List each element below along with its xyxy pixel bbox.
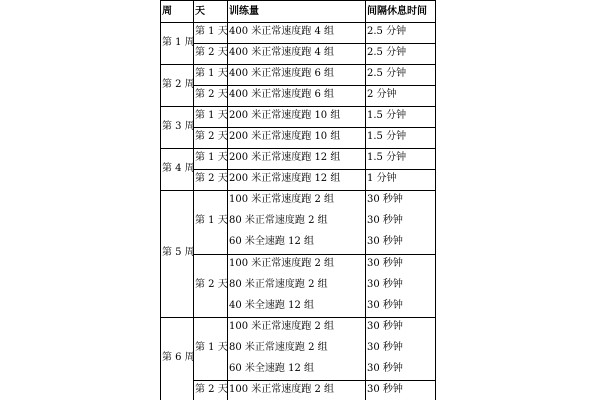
training-cell: 80 米正常速度跑 2 组	[229, 279, 328, 290]
day-label: 第 1 天	[195, 342, 228, 353]
rest-cell: 30 秒钟	[367, 279, 403, 290]
training-cell: 200 米正常速度跑 12 组	[229, 173, 341, 184]
rest-cell: 30 秒钟	[367, 258, 403, 269]
day-label: 第 1 天	[195, 26, 228, 37]
day-label: 第 2 天	[195, 384, 228, 395]
training-cell: 400 米正常速度跑 4 组	[229, 47, 334, 58]
training-cell: 400 米正常速度跑 4 组	[229, 26, 334, 37]
training-table	[160, 0, 436, 400]
grid-line-vertical	[160, 0, 161, 400]
rest-cell: 30 秒钟	[367, 194, 403, 205]
header-week: 周	[162, 6, 172, 17]
training-cell: 200 米正常速度跑 12 组	[229, 152, 341, 163]
training-cell: 100 米正常速度跑 2 组	[229, 194, 334, 205]
rest-cell: 30 秒钟	[367, 215, 403, 226]
rest-cell: 1.5 分钟	[367, 110, 407, 121]
rest-cell: 2.5 分钟	[367, 26, 407, 37]
training-cell: 60 米全速跑 12 组	[229, 236, 314, 247]
training-cell: 400 米正常速度跑 6 组	[229, 89, 334, 100]
week-label: 第 3 周	[162, 121, 195, 132]
training-cell: 400 米正常速度跑 6 组	[229, 68, 334, 79]
day-label: 第 2 天	[195, 173, 228, 184]
week-label: 第 6 周	[162, 352, 195, 363]
header-training: 训练量	[229, 6, 259, 17]
day-label: 第 1 天	[195, 110, 228, 121]
rest-cell: 2.5 分钟	[367, 68, 407, 79]
training-cell: 100 米正常速度跑 2 组	[229, 321, 334, 332]
training-cell: 40 米全速跑 12 组	[229, 300, 314, 311]
day-label: 第 2 天	[195, 279, 228, 290]
day-label: 第 1 天	[195, 68, 228, 79]
rest-cell: 2 分钟	[367, 89, 397, 100]
rest-cell: 30 秒钟	[367, 300, 403, 311]
rest-cell: 30 秒钟	[367, 384, 403, 395]
grid-line-vertical	[193, 0, 194, 400]
training-cell: 80 米正常速度跑 2 组	[229, 215, 328, 226]
week-label: 第 5 周	[162, 247, 195, 258]
rest-cell: 1.5 分钟	[367, 152, 407, 163]
training-cell: 100 米正常速度跑 2 组	[229, 384, 334, 395]
header-rest: 间隔休息时间	[367, 6, 427, 17]
rest-cell: 2.5 分钟	[367, 47, 407, 58]
rest-cell: 1.5 分钟	[367, 131, 407, 142]
rest-cell: 30 秒钟	[367, 321, 403, 332]
day-label: 第 2 天	[195, 47, 228, 58]
day-label: 第 1 天	[195, 215, 228, 226]
grid-line-vertical	[435, 0, 436, 400]
grid-line-vertical	[365, 0, 366, 400]
training-cell: 80 米正常速度跑 2 组	[229, 342, 328, 353]
training-cell: 100 米正常速度跑 2 组	[229, 258, 334, 269]
header-day: 天	[195, 6, 205, 17]
day-label: 第 2 天	[195, 89, 228, 100]
day-label: 第 2 天	[195, 131, 228, 142]
rest-cell: 30 秒钟	[367, 363, 403, 374]
grid-line-vertical	[227, 0, 228, 400]
training-cell: 200 米正常速度跑 10 组	[229, 131, 341, 142]
week-label: 第 4 周	[162, 163, 195, 174]
week-label: 第 1 周	[162, 37, 195, 48]
day-label: 第 1 天	[195, 152, 228, 163]
training-cell: 200 米正常速度跑 10 组	[229, 110, 341, 121]
rest-cell: 30 秒钟	[367, 342, 403, 353]
rest-cell: 30 秒钟	[367, 236, 403, 247]
rest-cell: 1 分钟	[367, 173, 397, 184]
week-label: 第 2 周	[162, 79, 195, 90]
training-cell: 60 米全速跑 12 组	[229, 363, 314, 374]
